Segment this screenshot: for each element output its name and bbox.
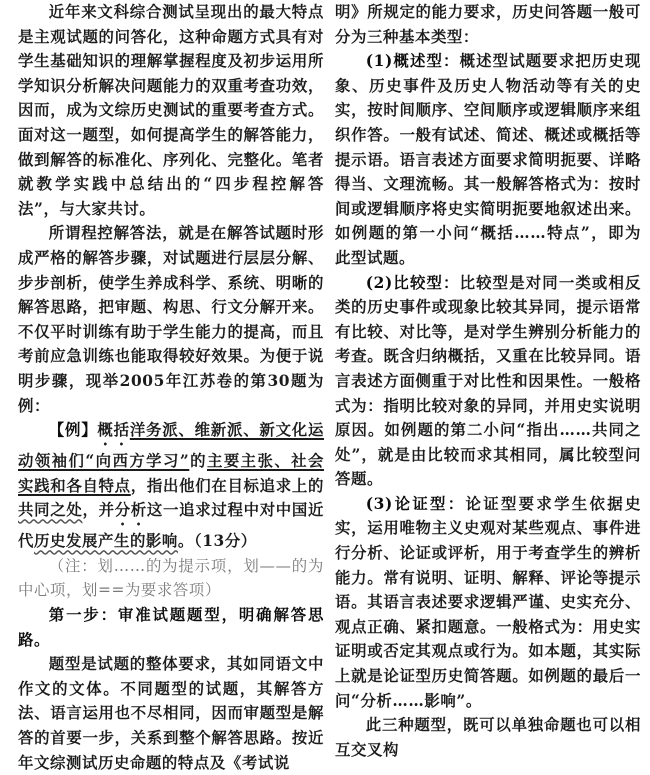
hint-term: 分析	[114, 501, 147, 520]
right-column	[335, 0, 641, 762]
left-column	[18, 0, 324, 775]
method-paragraph: 所谓程控解答法，就是在解答试题时形成严格的解答步骤，对试题进行层层分解、步步剖析，使学生养成科学、系统、明晰的解答思路，把审题、构思、行文分解开来。不仅平时训练有助于学生能力的提高，而且考前应急训练也能取得较好效果。为便于说明步骤，现举2005年江苏卷的第30题为例：	[18, 224, 324, 415]
example-note: （注：划……的为提示项，划——的为中心项，划==为要求答项）	[18, 556, 324, 600]
example-label: 【例】	[48, 421, 98, 440]
type-label: (1)概述型：	[365, 52, 460, 71]
answer-item: 历史发展产生的影响	[34, 532, 178, 551]
question-type-paragraph: 题型是试题的整体要求，其如同语文中作文的文体。不同题型的试题，其解答方法、语言运用也不尽相同，因而审题型是解答的首要一步，关系到整个解答思路。按近年文综测试历史命题的特点及《考试说	[18, 655, 324, 772]
type-label: (3)论证型：	[365, 494, 466, 513]
example-question	[18, 418, 324, 554]
text: 。（13分）	[177, 532, 257, 551]
text: 的	[189, 452, 207, 471]
type-summary	[335, 49, 641, 270]
text: ，并	[82, 501, 115, 520]
type-comparison	[335, 271, 641, 492]
continuation-paragraph: 明》所规定的能力要求，历史问答题一般可分为三种基本类型：	[335, 3, 641, 46]
step1-heading: 第一步：审准试题题型，明确解答思路。	[18, 606, 324, 649]
type-argument	[335, 492, 641, 713]
type-text: 论证型要求学生依据史实，运用唯物主义史观对某些观点、事件进行分析、论证或评析，用于考查学生的辨析能力。常有说明、证明、解释、评论等提示语。其语言表述要求逻辑严谨、史实充分、观点正确、紧扣题意。一般格式为：用史实证明或否定其观点或行为。如本题，其实际上就是论证型历史简答题。如例题的最后一问“分析……影响”。	[335, 494, 641, 710]
closing-paragraph: 此三种题型，既可以单独命题也可以相互交叉构	[335, 716, 641, 759]
intro-paragraph: 近年来文科综合测试呈现出的最大特点是主观试题的问答化，这种命题方式具有对学生基础知识的理解掌握程度及初步运用所学知识分析解决问题能力的双重考查功效，因而，成为文综历史测试的重要考查方式。面对这一题型，如何提高学生的解答能力，做到解答的标准化、序列化、完整化。笔者就教学实践中总结出的“四步程控解答法”，与大家共讨。	[18, 3, 324, 218]
text: 这一追求过程中对中国近代	[18, 501, 325, 551]
answer-item: 主要主张、社会实践和各自特点	[18, 452, 324, 495]
hint-term: 概括	[97, 421, 130, 440]
type-text: 概述型试题要求把历史现象、历史事件及历史人物活动等有关的史实，按时间顺序、空间顺序或逻辑顺序来组织作答。一般有试述、简述、概述或概括等提示语。语言表述方面要求简明扼要、详略得当、文理流畅。其一般解答格式为：按时间或逻辑顺序将史实简明扼要地叙述出来。如例题的第一小问“概括……特点”，即为此型试题。	[335, 52, 641, 267]
type-text: 比较型是对同一类或相反类的历史事件或现象比较其异同，提示语常有比较、对比等，是对学生辨别分析能力的考查。既含归纳概括，又重在比较异同。语言表述方面侧重于对比性和因果性。一般格式为：指明比较对象的异同，并用史实说明原因。如例题的第二小问“指出……共同之处”，就是由比较而求其相同，属比较型问答题。	[335, 273, 641, 489]
central-item: 洋务派、维新派、新文化运动领袖们“向西方学习”	[18, 421, 324, 471]
text: ，指出他们在目标追求上的	[130, 476, 324, 495]
answer-item: 共同之处	[18, 501, 83, 520]
type-label: (2)比较型：	[365, 273, 460, 292]
